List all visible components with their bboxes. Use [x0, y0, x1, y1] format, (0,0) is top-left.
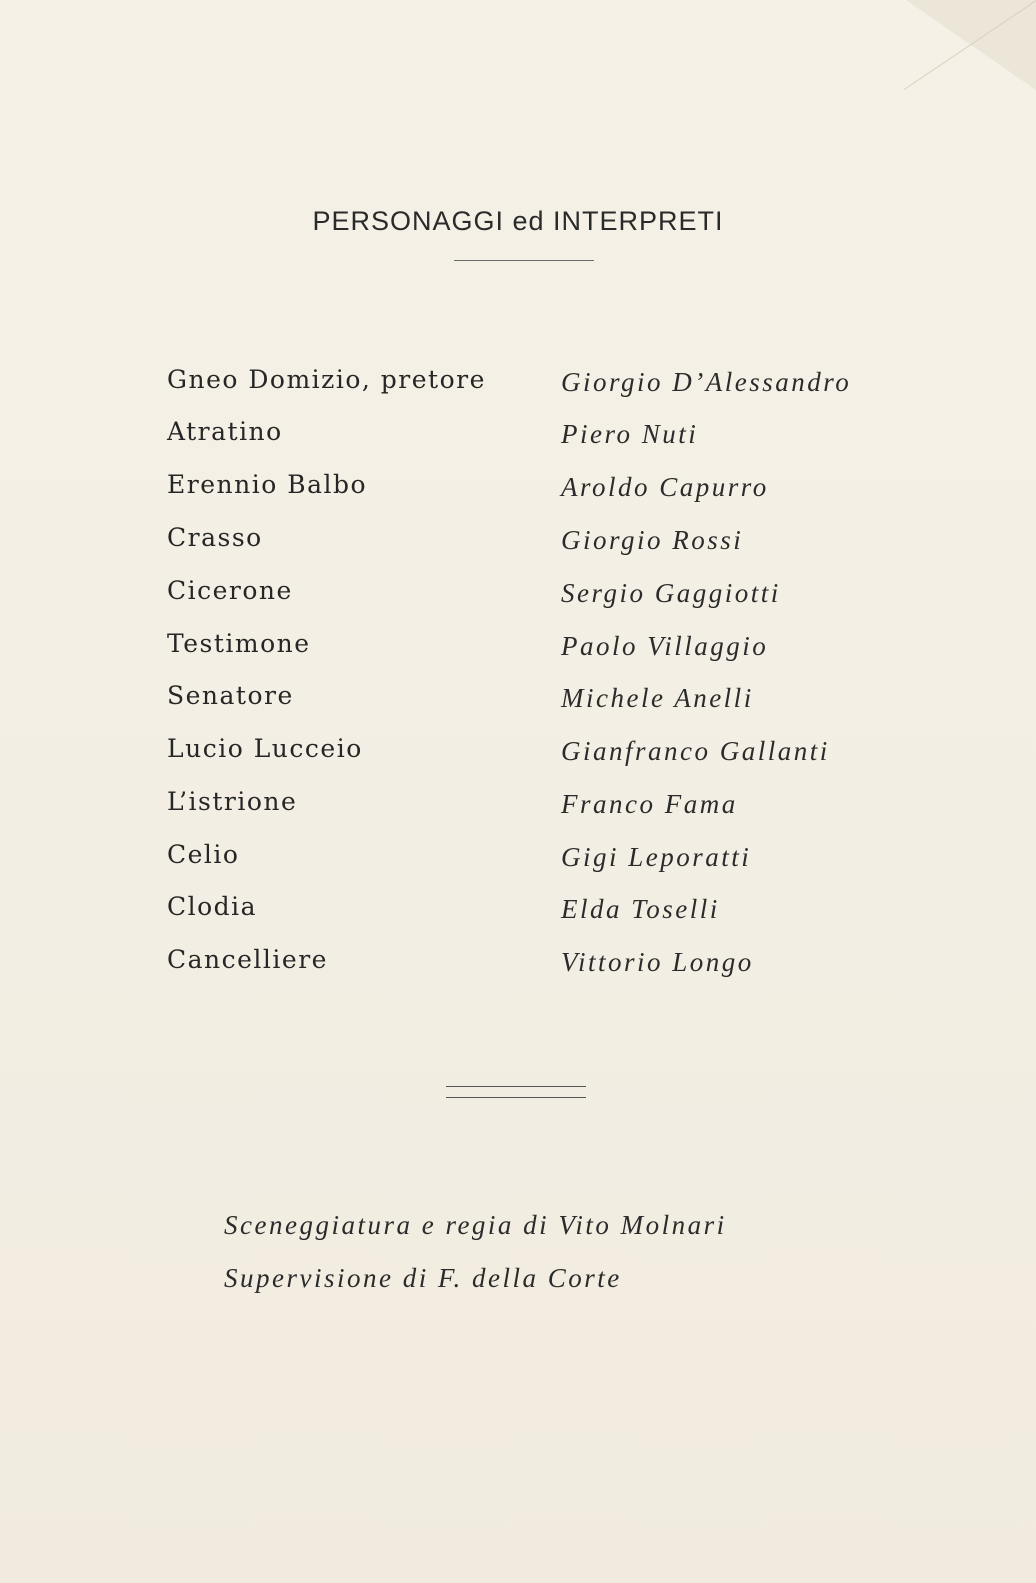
character-name: Gneo Domizio, pretore — [167, 365, 486, 394]
direction-credit: Sceneggiatura e regia di Vito Molnari — [224, 1210, 727, 1240]
cast-row — [0, 412, 1036, 452]
performer-name: Gigi Leporatti — [561, 842, 752, 872]
performer-name: Michele Anelli — [561, 683, 754, 713]
character-name: Testimone — [167, 629, 311, 658]
cast-row — [0, 518, 1036, 558]
cast-row — [0, 571, 1036, 611]
cast-row — [0, 676, 1036, 716]
cast-row — [0, 729, 1036, 769]
performer-name: Gianfranco Gallanti — [561, 736, 830, 766]
cast-row — [0, 887, 1036, 927]
page-title: PERSONAGGI ed INTERPRETI — [312, 206, 724, 236]
character-name: Crasso — [167, 523, 263, 552]
character-name: Atratino — [167, 417, 283, 446]
character-name: Celio — [167, 840, 240, 869]
performer-name: Franco Fama — [561, 789, 738, 819]
cast-row — [0, 835, 1036, 875]
title-divider — [454, 260, 594, 261]
performer-name: Paolo Villaggio — [561, 631, 769, 661]
character-name: Cancelliere — [167, 945, 328, 974]
cast-row — [0, 782, 1036, 822]
performer-name: Aroldo Capurro — [561, 472, 769, 502]
cast-row — [0, 360, 1036, 400]
section-divider — [446, 1086, 586, 1098]
performer-name: Piero Nuti — [561, 419, 699, 449]
production-credits — [224, 1199, 727, 1305]
character-name: Clodia — [167, 892, 258, 921]
cast-row — [0, 465, 1036, 505]
character-name: Cicerone — [167, 576, 293, 605]
character-name: Lucio Lucceio — [167, 734, 363, 763]
performer-name: Giorgio D’Alessandro — [561, 367, 852, 397]
supervision-credit: Supervisione di F. della Corte — [224, 1263, 622, 1293]
cast-row — [0, 624, 1036, 664]
performer-name: Elda Toselli — [561, 894, 720, 924]
performer-name: Vittorio Longo — [561, 947, 754, 977]
character-name: Erennio Balbo — [167, 470, 368, 499]
performer-name: Sergio Gaggiotti — [561, 578, 781, 608]
character-name: L’istrione — [167, 787, 298, 816]
character-name: Senatore — [167, 681, 294, 710]
cast-row — [0, 940, 1036, 980]
performer-name: Giorgio Rossi — [561, 525, 744, 555]
